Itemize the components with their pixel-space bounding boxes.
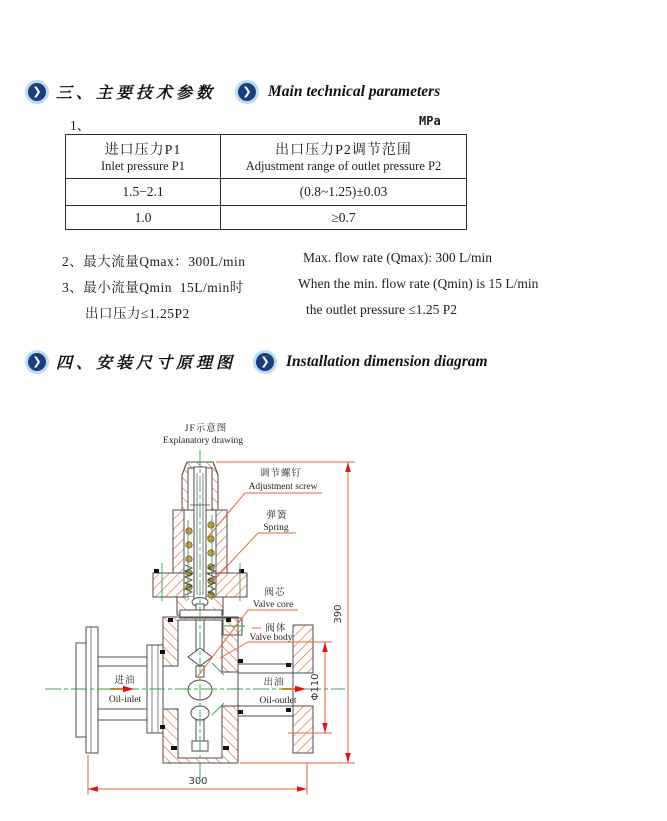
col1-header-zh: 进口压力P1 [104,143,182,158]
label-oil-inlet-en: Oil-inlet [108,695,142,705]
table-list-index: 1、 [70,118,91,133]
col2-header-en: Adjustment range of outlet pressure P2 [245,159,442,173]
label-oil-inlet-zh: 进油 [114,676,136,686]
table-header-cell [221,135,467,179]
table-row [66,179,467,206]
chevron-right-circle-icon: ❯ [238,83,256,101]
diagram-caption-en: Explanatory drawing [163,436,243,446]
spec-item-3b-zh: 出口压力≤1.25P2 [85,306,190,321]
unit-label: MPa [419,114,441,128]
chevron-right-circle-icon: ❯ [28,83,46,101]
table-header-cell [66,135,221,179]
col1-header-en: Inlet pressure P1 [100,159,185,173]
label-adjustment-screw-zh: 调节螺钉 [259,469,303,479]
section4-title-en: Installation dimension diagram [286,352,488,370]
label-spring-en: Spring [263,523,289,533]
section3-title-en: Main technical parameters [268,82,441,100]
table-cell: (0.8~1.25)±0.03 [221,179,467,206]
chevron-right-circle-icon: ❯ [256,353,274,371]
table-cell: ≥0.7 [221,206,467,230]
diagram-caption-zh: JF示意图 [184,424,228,434]
parameters-table [65,134,467,230]
section3-title-zh: 三、主要技术参数 [56,85,217,102]
table-row [66,206,467,230]
spec-item-3b-en: the outlet pressure ≤1.25 P2 [306,302,458,317]
dimension-phi110: Φ110 [310,673,321,701]
label-adjustment-screw-en: Adjustment screw [248,482,318,492]
label-oil-outlet-en: Oil-outlet [259,696,297,706]
spec-item-2-en: Max. flow rate (Qmax): 300 L/min [303,250,492,265]
section3-header [28,80,440,103]
col2-header-zh: 出口压力P2调节范围 [275,143,412,158]
spec-item-3-zh: 3、最小流量Qmin 15L/min时 [62,280,244,295]
dimension-390: 390 [333,604,344,624]
section4-header [28,350,488,373]
dimension-300: 300 [188,776,208,787]
spec-item-2-zh: 2、最大流量Qmax：300L/min [62,254,246,269]
section4-title-zh: 四、安装尺寸原理图 [56,355,237,372]
table-cell: 1.5−2.1 [66,179,221,206]
label-valve-body-en: Valve body [249,633,293,643]
table-header-row [66,135,467,179]
valve-cross-section-diagram [30,405,390,817]
label-valve-core-zh: 阀芯 [264,588,286,598]
chevron-right-circle-icon: ❯ [28,353,46,371]
spec-item-3-en: When the min. flow rate (Qmin) is 15 L/min [298,276,539,291]
table-cell: 1.0 [66,206,221,230]
label-spring-zh: 弹簧 [266,511,288,521]
label-oil-outlet-zh: 出油 [263,678,285,688]
label-valve-body-zh: 阀体 [265,624,287,634]
valve-drawing [76,462,313,763]
label-valve-core-en: Valve core [252,600,294,610]
